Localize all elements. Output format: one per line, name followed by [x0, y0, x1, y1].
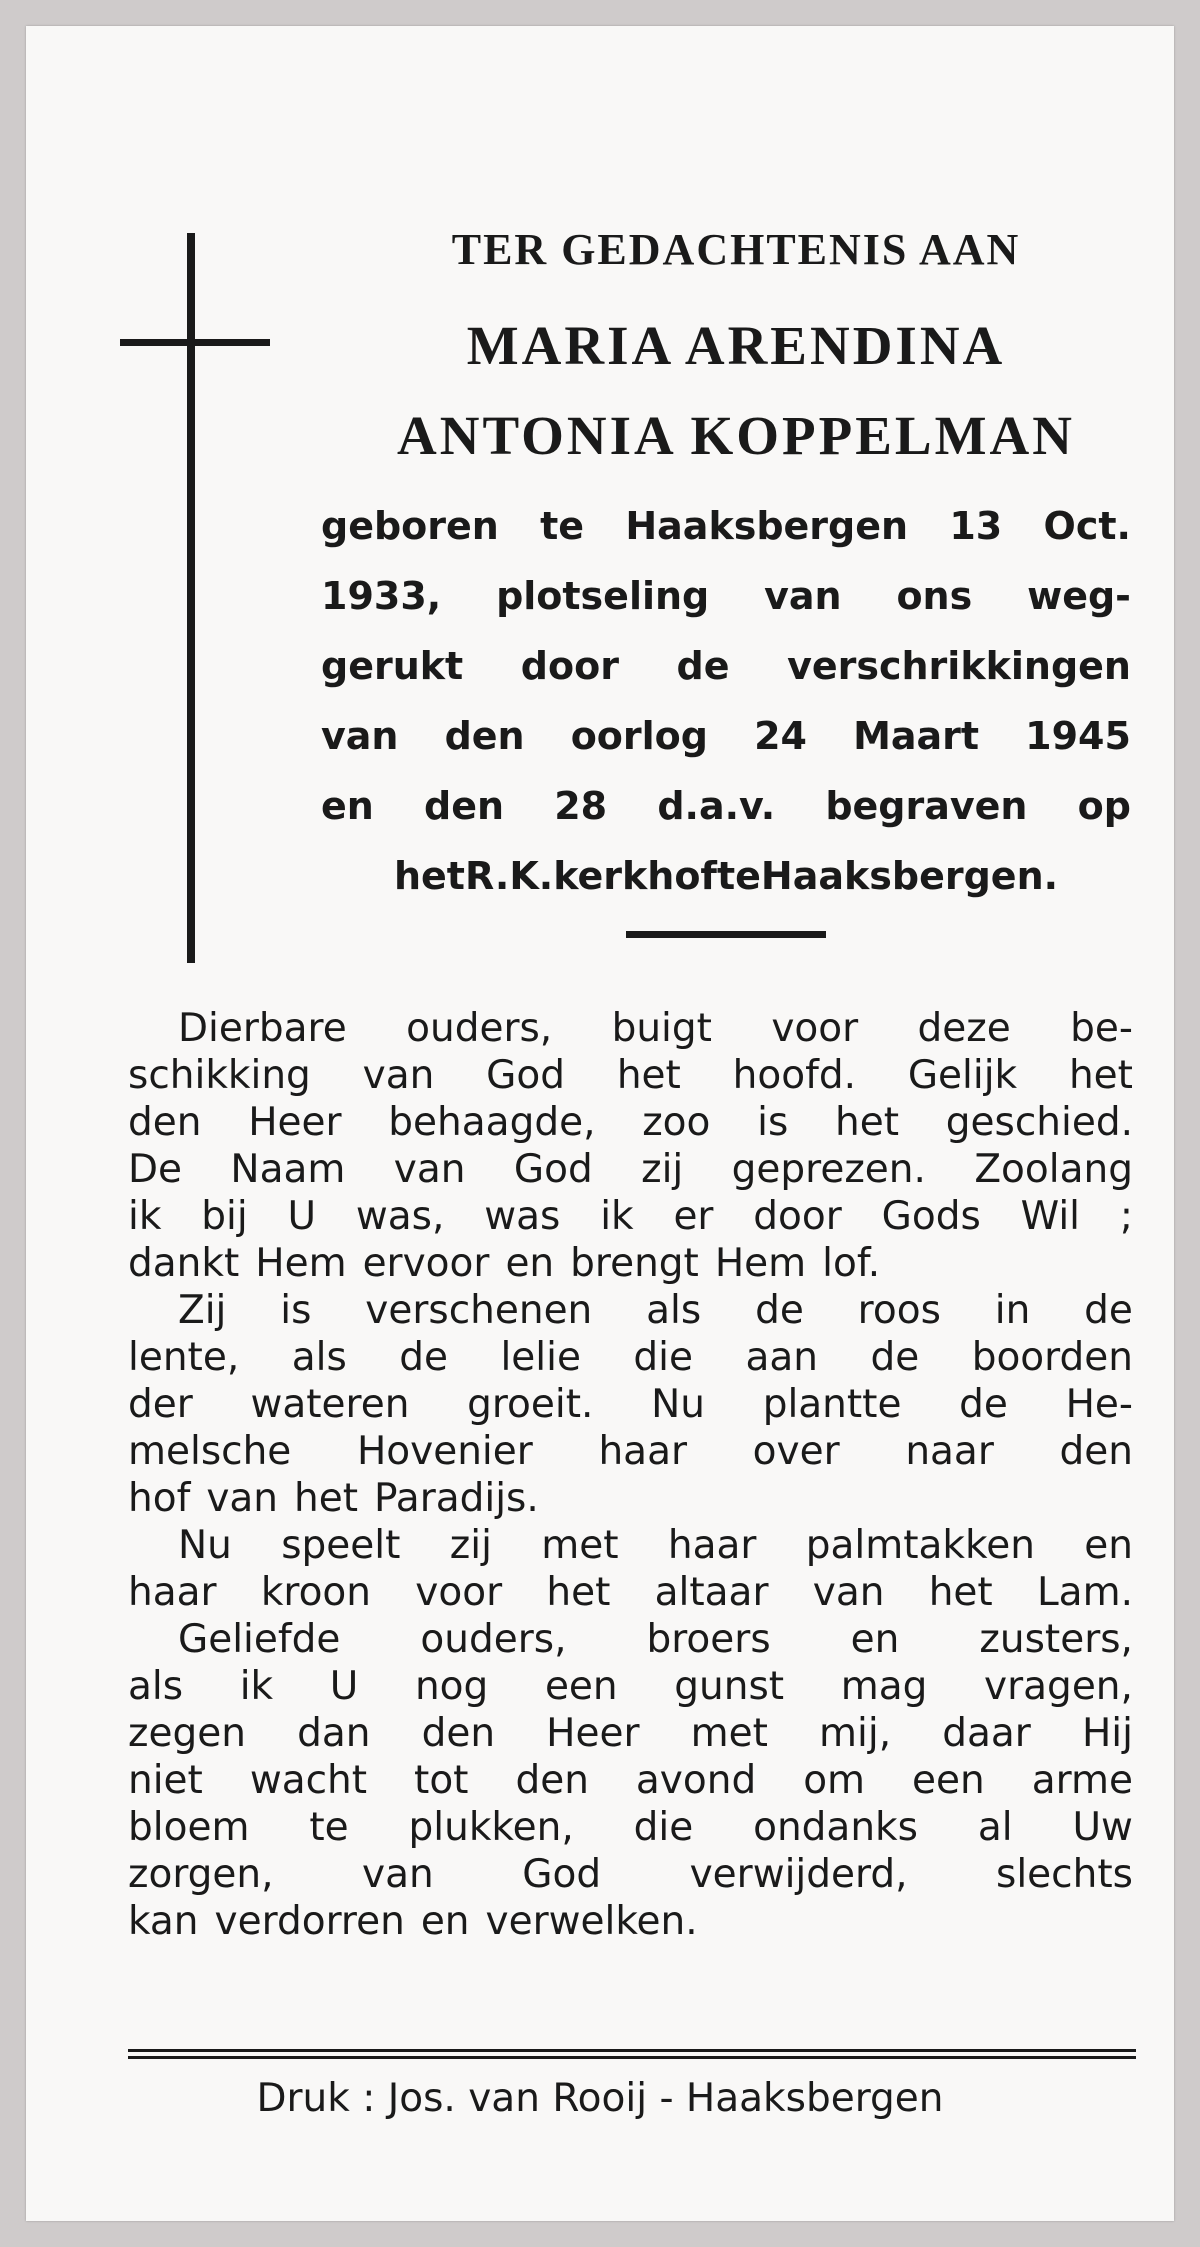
bio-line: geboren te Haaksbergen 13 Oct.: [321, 504, 1131, 548]
memorial-card: [26, 26, 1174, 2221]
bio-line: en den 28 d.a.v. begraven op: [321, 784, 1131, 828]
paragraph-line: haar kroon voor het altaar van het Lam.: [128, 1570, 1133, 1615]
paragraph-line: hof van het Paradijs.: [128, 1476, 539, 1521]
paragraph-line: als ik U nog een gunst mag vragen,: [128, 1664, 1133, 1709]
paragraph-line: niet wacht tot den avond om een arme: [128, 1758, 1133, 1803]
paragraph-line: kan verdorren en verwelken.: [128, 1899, 698, 1944]
footer-rule: [128, 2049, 1136, 2052]
paragraph-line: schikking van God het hoofd. Gelijk het: [128, 1053, 1133, 1098]
footer-rule: [128, 2056, 1136, 2059]
deceased-name-line-1: MARIA ARENDINA: [466, 315, 1006, 376]
paragraph-line: der wateren groeit. Nu plantte de He-: [128, 1382, 1133, 1427]
paragraph-line: bloem te plukken, die ondanks al Uw: [128, 1805, 1133, 1850]
intro-heading: TER GEDACHTENIS AAN: [451, 225, 1021, 274]
bio-line: 1933, plotseling van ons weg-: [321, 574, 1131, 618]
cross-icon-bar: [120, 339, 270, 346]
divider-short: [626, 931, 826, 938]
paragraph-line: Zij is verschenen als de roos in de: [178, 1288, 1133, 1333]
paragraph-line: ik bij U was, was ik er door Gods Wil ;: [128, 1194, 1133, 1239]
printer-credit: Druk : Jos. van Rooij - Haaksbergen: [256, 2076, 944, 2121]
paragraph-line: Dierbare ouders, buigt voor deze be-: [178, 1006, 1133, 1051]
paragraph-line: zegen dan den Heer met mij, daar Hij: [128, 1711, 1133, 1756]
paragraph-line: lente, als de lelie die aan de boorden: [128, 1335, 1133, 1380]
paragraph-line: melsche Hovenier haar over naar den: [128, 1429, 1133, 1474]
paragraph-line: Geliefde ouders, broers en zusters,: [178, 1617, 1133, 1662]
deceased-name-line-2: ANTONIA KOPPELMAN: [397, 405, 1075, 466]
paragraph-line: zorgen, van God verwijderd, slechts: [128, 1852, 1133, 1897]
paragraph-line: dankt Hem ervoor en brengt Hem lof.: [128, 1241, 881, 1286]
bio-line: gerukt door de verschrikkingen: [321, 644, 1131, 688]
paragraph-line: den Heer behaagde, zoo is het geschied.: [128, 1100, 1133, 1145]
bio-line: van den oorlog 24 Maart 1945: [321, 714, 1131, 758]
paragraph-line: Nu speelt zij met haar palmtakken en: [178, 1523, 1133, 1568]
paragraph-line: De Naam van God zij geprezen. Zoolang: [128, 1147, 1133, 1192]
bio-line: het R.K. kerkhof te Haaksbergen.: [393, 854, 1059, 898]
